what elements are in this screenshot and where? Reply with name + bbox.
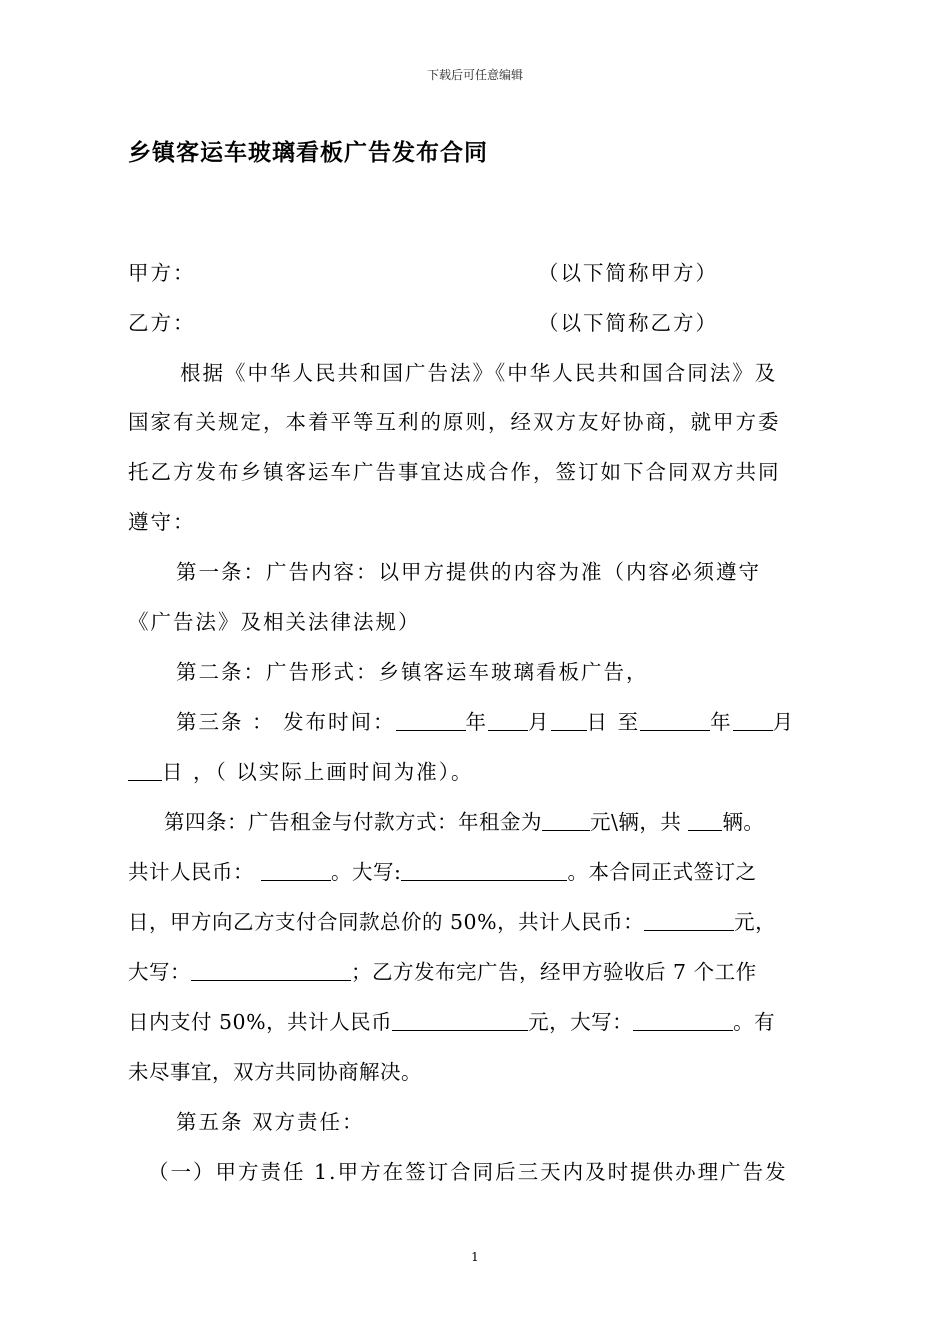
party-b-label: 乙方：	[128, 311, 196, 335]
start-month-blank	[488, 708, 528, 731]
annual-rent-blank	[542, 808, 590, 831]
article-4-line-4	[128, 955, 828, 985]
document-title: 乡镇客运车玻璃看板广告发布合同	[128, 140, 488, 166]
end-month-blank	[733, 708, 773, 731]
total-capital-blank	[401, 858, 567, 881]
article-3-line-1	[128, 705, 828, 735]
year-text: 年	[465, 710, 489, 734]
start-day-blank	[551, 708, 587, 731]
first-capital-blank	[191, 958, 351, 981]
capital-label: 。大写:	[331, 860, 402, 884]
article-5-party-a: （一）甲方责任 1.甲方在签订合同后三天内及时提供办理广告发	[148, 1160, 788, 1184]
party-a-line	[128, 256, 828, 286]
article-3-line-2	[128, 755, 828, 785]
month-text: 月	[772, 710, 796, 734]
article-4-line-3	[128, 905, 828, 935]
party-b-note: （以下简称乙方）	[538, 311, 718, 335]
article-4-line-5	[128, 1005, 828, 1035]
article-1-line-1: 第一条：广告内容：以甲方提供的内容为准（内容必须遵守	[176, 560, 761, 584]
year-text: 年	[710, 710, 733, 734]
yuan-capital-text: 元，大写：	[528, 1010, 634, 1034]
remaining-text: 。有	[733, 1010, 776, 1034]
header-note: 下载后可任意编辑	[426, 68, 523, 82]
to-text: 至	[617, 710, 641, 734]
second-capital-blank	[633, 1008, 733, 1031]
start-year-blank	[396, 708, 466, 731]
day-text: 日	[586, 710, 610, 734]
unit-text: 元\辆，共	[590, 810, 689, 834]
article-4-label: 第四条：广告租金与付款方式：年租金为	[164, 810, 542, 834]
capital-label: 大写：	[128, 960, 191, 984]
preamble-line-1: 根据《中华人民共和国广告法》《中华人民共和国合同法》及	[180, 361, 778, 385]
party-b-line	[128, 306, 828, 336]
second-payment-blank	[392, 1008, 528, 1031]
second-payment-text: ；乙方发布完广告，经甲方验收后 7 个工作	[351, 960, 757, 984]
party-a-label: 甲方：	[128, 261, 196, 285]
first-payment-blank	[644, 908, 734, 931]
preamble-line-4: 遵守：	[128, 510, 196, 534]
total-rmb-blank	[261, 858, 331, 881]
article-2: 第二条：广告形式：乡镇客运车玻璃看板广告，	[176, 660, 649, 684]
vehicle-unit-text: 辆。	[722, 810, 765, 834]
end-year-blank	[640, 708, 710, 731]
article-4-line-2	[128, 855, 828, 885]
article-5: 第五条 双方责任：	[176, 1110, 365, 1134]
month-text: 月	[528, 710, 551, 734]
yuan-text: 元，	[734, 910, 777, 934]
article-3-note: 日 ，（ 以实际上画时间为准）。	[162, 760, 474, 784]
article-1-line-2: 《广告法》及相关法律法规）	[128, 610, 421, 634]
page-number: 1	[471, 1250, 479, 1264]
article-4-line-1	[128, 805, 834, 835]
party-a-note: （以下简称甲方）	[538, 261, 718, 285]
article-3-label: 第三条 ： 发布时间：	[176, 710, 396, 734]
first-payment-text: 日，甲方向乙方支付合同款总价的 50%，共计人民币：	[128, 910, 645, 934]
end-day-blank	[128, 758, 162, 781]
signing-text: 。本合同正式签订之	[567, 860, 757, 884]
total-rmb-label: 共计人民币：	[128, 860, 254, 884]
preamble-line-2: 国家有关规定，本着平等互利的原则，经双方友好协商，就甲方委	[128, 410, 781, 434]
second-payment-label: 日内支付 50%，共计人民币	[128, 1010, 393, 1034]
article-4-line-6: 未尽事宜，双方共同协商解决。	[128, 1060, 422, 1084]
preamble-line-3: 托乙方发布乡镇客运车广告事宜达成合作，签订如下合同双方共同	[128, 460, 781, 484]
vehicle-count-blank	[688, 808, 722, 831]
